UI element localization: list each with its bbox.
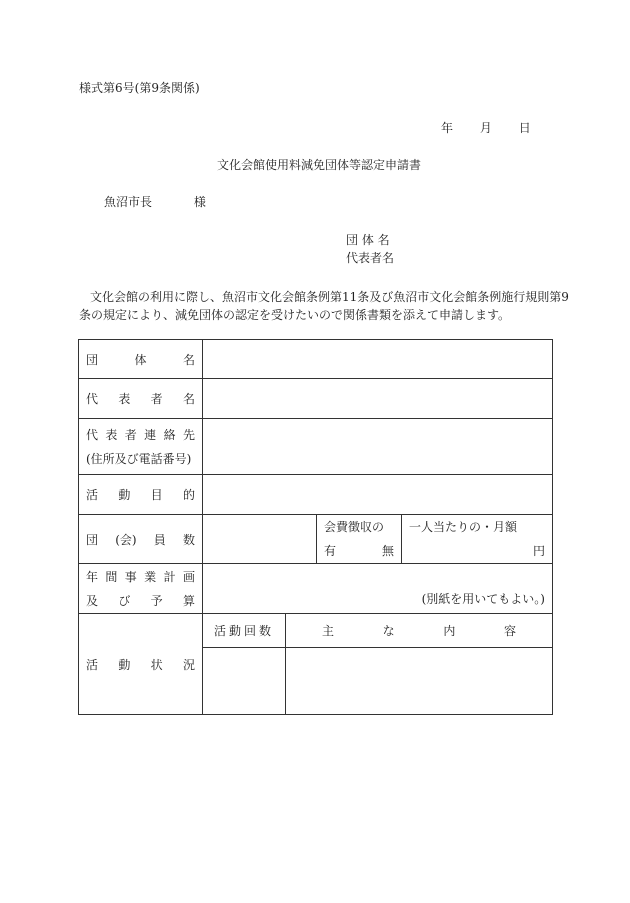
plan-note: (別紙を用いてもよい。) [421, 592, 545, 606]
label-annual-plan: 年 間 事 業 計 画 及 び 予 算 [79, 564, 203, 614]
form-number: 様式第6号(第9条関係) [79, 81, 200, 95]
body-text-line1: 文化会館の利用に際し、魚沼市文化会館条例第11条及び魚沼市文化会館条例施行規則第9 [90, 290, 569, 304]
members-field[interactable] [203, 515, 317, 564]
addressee [104, 193, 206, 210]
label-members: 団 (会) 員 数 [79, 515, 203, 564]
per-person-label: 一人当たりの・月額 [409, 520, 518, 534]
addressee-name: 魚沼市長 [104, 195, 153, 209]
application-table [78, 339, 553, 715]
applicant-rep-label: 代表者名 [346, 251, 395, 265]
label-fee-collection: 会費徴収の 有 無 [317, 515, 402, 564]
purpose-field[interactable] [203, 475, 553, 515]
addressee-honorific: 様 [193, 195, 206, 209]
rep-contact-field[interactable] [203, 419, 553, 475]
date-day: 日 [518, 121, 531, 135]
label-rep-name: 代 表 者 名 [79, 379, 203, 419]
body-text-line2: 条の規定により、減免団体の認定を受けたいので関係書類を添えて申請します。 [79, 308, 511, 322]
yen-unit: 円 [532, 544, 545, 558]
date-line [441, 119, 531, 136]
rep-name-field[interactable] [203, 379, 553, 419]
annual-plan-field[interactable] [203, 564, 553, 614]
main-content-field[interactable] [286, 648, 553, 715]
applicant-group-label: 団 体 名 [346, 233, 390, 247]
label-rep-contact-sub: (住所及び電話番号) [86, 451, 192, 466]
per-person-fee-field[interactable] [402, 515, 553, 564]
label-activity-status: 活 動 状 況 [79, 614, 203, 715]
header-main-content: 主 な 内 容 [286, 614, 553, 648]
activity-count-field[interactable] [203, 648, 286, 715]
label-rep-contact: 代 表 者 連 絡 先 (住所及び電話番号) [79, 419, 203, 475]
date-year: 年 [441, 121, 454, 135]
form-title: 文化会館使用料減免団体等認定申請書 [217, 158, 422, 172]
label-group-name: 団 体 名 [79, 340, 203, 379]
header-activity-count: 活動回数 [203, 614, 286, 648]
label-purpose: 活 動 目 的 [79, 475, 203, 515]
group-name-field[interactable] [203, 340, 553, 379]
date-month: 月 [479, 121, 492, 135]
